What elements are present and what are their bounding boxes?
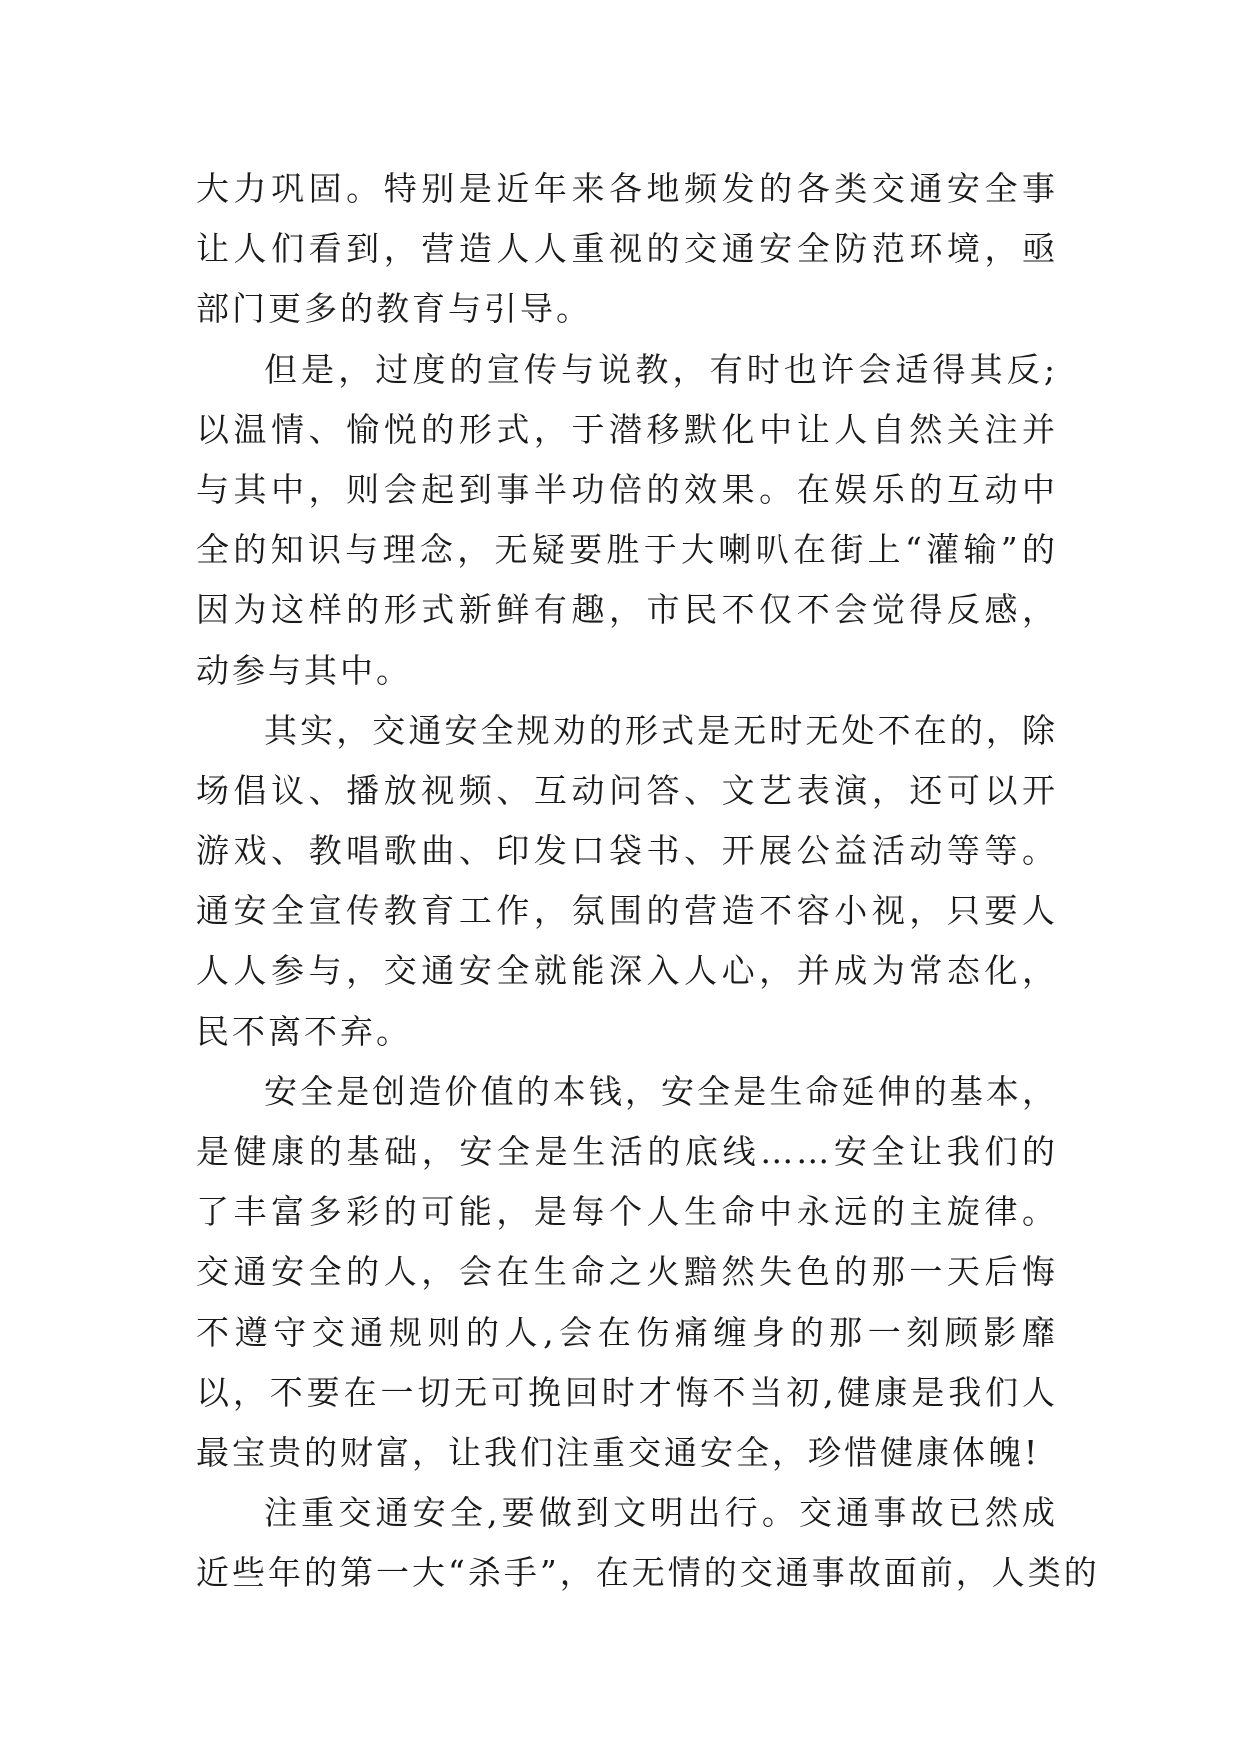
text-line: 安全是创造价值的本钱，安全是生命延伸的基本， xyxy=(264,1071,1058,1111)
text-line: 但是，过度的宣传与说教，有时也许会适得其反; xyxy=(264,349,1058,389)
text-line: 不遵守交通规则的人,会在伤痛缠身的那一刻顾影靡 xyxy=(196,1312,1058,1352)
text-line: 游戏、教唱歌曲、印发口袋书、开展公益活动等等。 xyxy=(196,831,1058,871)
text-line: 与其中，则会起到事半功倍的效果。在娱乐的互动中 xyxy=(196,469,1058,509)
text-line: 注重交通安全,要做到文明出行。交通事故已然成 xyxy=(264,1493,1058,1533)
text-line: 部门更多的教育与引导。 xyxy=(196,289,592,329)
text-line: 通安全宣传教育工作，氛围的营造不容小视，只要人 xyxy=(196,891,1058,931)
text-line: 人人参与，交通安全就能深入人心，并成为常态化， xyxy=(196,951,1058,991)
text-line: 了丰富多彩的可能，是每个人生命中永远的主旋律。 xyxy=(196,1192,1058,1232)
text-line: 动参与其中。 xyxy=(196,650,412,690)
text-line: 以温情、愉悦的形式，于潜移默化中让人自然关注并 xyxy=(196,409,1058,449)
paragraph xyxy=(196,159,1058,340)
text-line: 以，不要在一切无可挽回时才悔不当初,健康是我们人 xyxy=(196,1372,1058,1412)
paragraph xyxy=(196,1062,1058,1483)
text-line: 其实，交通安全规劝的形式是无时无处不在的，除 xyxy=(264,710,1058,750)
paragraph xyxy=(196,701,1058,1062)
text-line: 因为这样的形式新鲜有趣，市民不仅不会觉得反感， xyxy=(196,590,1058,630)
body-text xyxy=(196,159,1100,1604)
text-line: 是健康的基础，安全是生活的底线……安全让我们的 xyxy=(196,1132,1058,1171)
text-line: 交通安全的人，会在生命之火黯然失色的那一天后悔 xyxy=(196,1252,1058,1292)
text-line: 大力巩固。特别是近年来各地频发的各类交通安全事 xyxy=(196,169,1058,208)
text-line: 近些年的第一大“杀手”，在无情的交通事故面前，人类的 xyxy=(196,1553,1100,1593)
paragraph xyxy=(196,340,1058,701)
paragraph xyxy=(196,1483,1100,1603)
text-line: 最宝贵的财富，让我们注重交通安全，珍惜健康体魄! xyxy=(196,1432,1041,1472)
text-line: 场倡议、播放视频、互动问答、文艺表演，还可以开 xyxy=(196,770,1058,810)
text-line: 全的知识与理念，无疑要胜于大喇叭在街上“灌输”的 xyxy=(196,530,1058,570)
text-line: 民不离不弃。 xyxy=(196,1011,412,1051)
text-line: 让人们看到，营造人人重视的交通安全防范环境，亟 xyxy=(196,229,1058,269)
